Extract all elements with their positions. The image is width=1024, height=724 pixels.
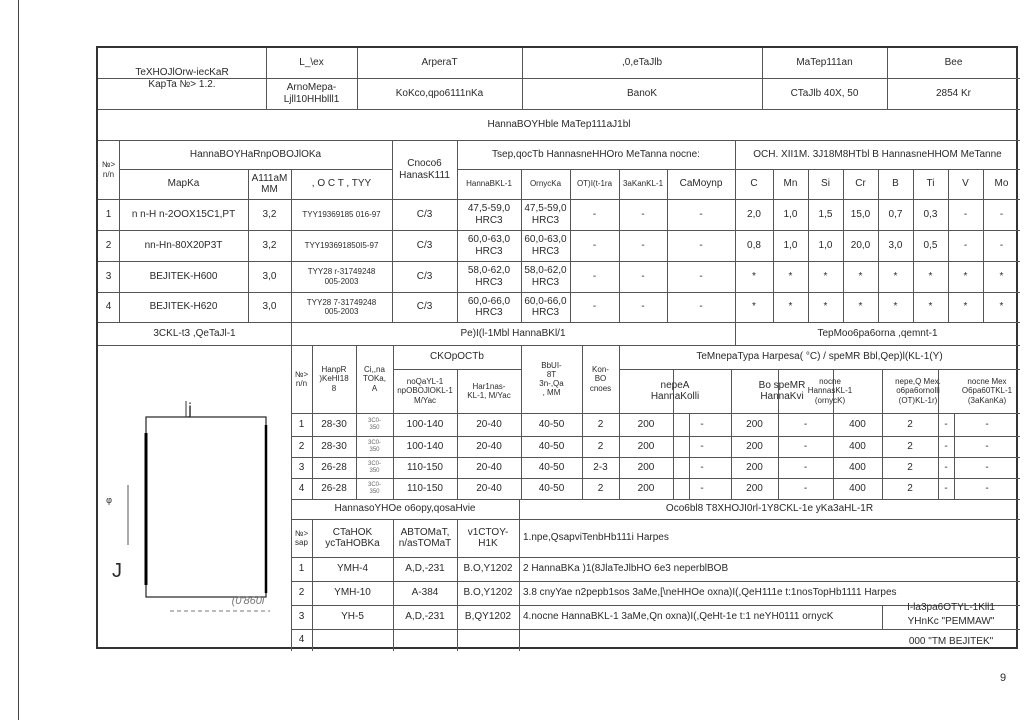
modes-row-speed: 20-40 xyxy=(476,461,502,473)
detail-label: L_\ex xyxy=(299,57,324,69)
surfacing-row-chem: * xyxy=(999,301,1004,313)
thermal-temp-group: TeMnepaTypa Harpesa( °C) / speMR Bbl,Qep)l(KL-1(Y) xyxy=(696,351,943,363)
modes-speed-group: CKOpOCTb xyxy=(430,351,484,363)
surfacing-row-harden: - xyxy=(641,301,645,313)
surfacing-row-weld: 60,0-63,0 HRC3 xyxy=(467,234,511,257)
modes-row-feed: 100-140 xyxy=(406,418,444,430)
equipment-col-source: v1CTOY- H1K xyxy=(467,526,509,549)
surfacing-row-method: C/3 xyxy=(416,208,433,220)
col-after-anneal-header: OrnycKa xyxy=(529,179,562,189)
element-header-si: Si xyxy=(821,178,830,190)
surfacing-row-temper: - xyxy=(592,270,597,282)
technology-card-sheet xyxy=(96,46,1018,649)
surfacing-row-chem: * xyxy=(893,270,898,282)
material-group-header: HannaBOYHaRnpOBOJlOKa xyxy=(189,148,322,160)
surfacing-row-method: C/3 xyxy=(416,239,433,251)
modes-row-speed: 20-40 xyxy=(476,482,502,494)
equipment-label: ,0,eTaJlb xyxy=(621,57,663,69)
thermal-col-after: nocne HannasKL-1 (ornycK) xyxy=(807,377,853,405)
modes-col-weld-speed: Har1nas- KL-1, M/Yac xyxy=(467,381,511,400)
col-after-temper-header: OT)I(t-1ra xyxy=(576,179,613,189)
modes-row-speed: 20-40 xyxy=(476,440,502,452)
developer-label: I-la3pa6OTYL-1Kll1 xyxy=(907,602,995,614)
surfacing-row-self: - xyxy=(699,208,703,220)
surfacing-row-chem: 20,0 xyxy=(850,239,871,251)
sketch-label-bottom: (0'860l xyxy=(231,594,265,607)
equipment-row-unit: YH-5 xyxy=(341,611,364,623)
surfacing-row-self: - xyxy=(699,239,703,251)
thermal-row-after: 400 xyxy=(849,440,866,452)
modes-row-voltage: 26-28 xyxy=(321,482,347,494)
unit-value: KoKco,qpo6111nKa xyxy=(395,87,484,99)
notes-section-title: Oco6bl8 T8XHOJI0rl-1Y8CKL-1e yKa3aHL-1R xyxy=(665,503,874,515)
col-gost-header: , O C T , TYY xyxy=(311,178,372,190)
surfacing-row-chem: 1,5 xyxy=(818,208,833,220)
equipment-row-auto xyxy=(393,629,457,651)
modes-row-amp: 3C0- 350 xyxy=(367,439,381,453)
surfacing-row-chem: * xyxy=(823,301,828,313)
element-header-mn: Mn xyxy=(783,178,798,190)
surfacing-row-chem: 3,0 xyxy=(888,239,903,251)
equipment-value: BanoK xyxy=(626,87,658,99)
surfacing-row-chem: * xyxy=(752,301,756,313)
col-self-header: CaMoynp xyxy=(679,178,723,190)
thermal-row-during-time: - xyxy=(803,461,808,473)
surfacing-row-anneal: 58,0-62,0 HRC3 xyxy=(524,265,567,288)
surfacing-row-chem: * xyxy=(858,270,863,282)
equipment-row-num: 2 xyxy=(298,587,305,599)
surfacing-row-brand: BEJITEK-H620 xyxy=(149,301,218,313)
thermal-row-after-time: 2 xyxy=(907,418,913,430)
surfacing-row-num: 4 xyxy=(105,301,112,313)
weight-value: 2854 Kr xyxy=(935,87,972,99)
thermal-row-after-time: 2 xyxy=(907,482,913,494)
page-number: 9 xyxy=(1000,672,1007,684)
thermal-row-preheat: 200 xyxy=(637,482,655,494)
modes-row-feed: 100-140 xyxy=(406,440,444,452)
surfacing-row-brand: BEJITEK-H600 xyxy=(149,270,218,282)
modes-row-num: 2 xyxy=(298,440,305,452)
surfacing-row-temper: - xyxy=(592,208,597,220)
surfacing-row-chem: - xyxy=(963,208,968,220)
thermal-row-after-mech: - xyxy=(985,461,989,473)
element-header-c: C xyxy=(750,178,758,190)
margin-line xyxy=(18,0,19,720)
surfacing-row-chem: 0,5 xyxy=(923,239,938,251)
equipment-section-title: HannasoYHOe o6opy,qosaHvie xyxy=(334,503,476,515)
thermal-row-during: 200 xyxy=(746,440,763,452)
modes-row-feed: 110-150 xyxy=(407,461,443,473)
surfacing-row-gost: TYY193691850I5-97 xyxy=(304,240,379,250)
thermal-row-after-time: 2 xyxy=(907,440,913,452)
modes-col-voltage: HanpR )KeHI18 8 xyxy=(319,365,349,393)
surfacing-row-chem: 0,3 xyxy=(923,208,938,220)
surfacing-row-chem: * xyxy=(788,301,793,313)
element-header-ti: Ti xyxy=(926,178,935,190)
thermal-row-preheat-time: - xyxy=(700,461,704,473)
surfacing-row-anneal: 47,5-59,0 HRC3 xyxy=(524,203,567,226)
equipment-row-source: B,QY1202 xyxy=(464,611,512,623)
note-item: 4.nocne HannaBKL-1 3aMe,Qn oxna)I(,QeHt-1e t:1 neYH0111 ornycK xyxy=(523,611,834,623)
card-title: TeXHOJlOrw-iecKaR KapTa №> 1.2. xyxy=(135,67,229,90)
detail-value: ArnoMepa- Ljll10HHblll1 xyxy=(283,82,340,105)
hardness-group-header: Tsep,qocTb HannasneHHOro MeTanna nocne: xyxy=(492,148,700,160)
modes-row-stick: 40-50 xyxy=(538,482,565,494)
equipment-row-source xyxy=(457,629,519,651)
sketch-section-title: 3CKL-t3 ,QeTaJl-1 xyxy=(153,327,236,339)
surfacing-row-chem: * xyxy=(963,301,968,313)
thermal-row-during: 200 xyxy=(746,461,763,473)
modes-col-feed: noQaYL-1 npOBOJlOKL-1 M/Yac xyxy=(397,377,453,405)
equipment-row-unit xyxy=(312,629,393,651)
surfacing-row-temper: - xyxy=(592,301,597,313)
surfacing-row-chem: * xyxy=(928,301,933,313)
thermal-row-preheat-time: - xyxy=(700,418,704,430)
thermal-row-after-mech: - xyxy=(985,482,989,494)
thermal-row-before-mech: - xyxy=(944,461,948,473)
surfacing-row-chem: * xyxy=(999,270,1004,282)
surfacing-row-num: 2 xyxy=(105,239,112,251)
surfacing-row-chem: 1,0 xyxy=(783,239,798,251)
modes-row-stick: 40-50 xyxy=(538,440,565,452)
modes-row-voltage: 26-28 xyxy=(321,461,347,473)
surfacing-row-gost: TYY19369185 016-97 xyxy=(302,209,381,219)
surfacing-row-chem: * xyxy=(893,301,898,313)
surfacing-row-temper: - xyxy=(592,239,597,251)
modes-col-stick: BbUI- 8T 3n-,Qa , MM xyxy=(539,360,564,398)
col-after-harden-header: 3aKanKL-1 xyxy=(622,179,664,189)
surfacing-row-gost: TYY28 r-31749248 005-2003 xyxy=(307,267,376,286)
element-header-b: B xyxy=(892,178,899,190)
modes-col-num: №> n/n xyxy=(294,369,309,388)
surfacing-row-diam: 3,2 xyxy=(262,239,277,251)
thermal-row-during-time: - xyxy=(803,482,808,494)
surfacing-row-num: 1 xyxy=(105,208,112,220)
surfacing-row-chem: - xyxy=(999,239,1004,251)
element-header-cr: Cr xyxy=(855,178,866,190)
surfacing-row-gost: TYY28 7-31749248 005-2003 xyxy=(306,297,377,316)
surfacing-row-chem: * xyxy=(788,270,793,282)
thermal-row-before-mech: - xyxy=(944,440,948,452)
surfacing-row-weld: 58,0-62,0 HRC3 xyxy=(467,265,511,288)
sketch-label-axis: φ xyxy=(106,494,112,505)
equipment-row-num: 4 xyxy=(298,634,305,646)
thermal-section-title: TepMoo6pa6orna ,qemnt-1 xyxy=(817,327,938,339)
equipment-row-source: B.O,Y1202 xyxy=(463,563,513,575)
surfacing-row-anneal: 60,0-63,0 HRC3 xyxy=(524,234,567,257)
surfacing-row-harden: - xyxy=(641,270,645,282)
surfacing-row-chem: 0,8 xyxy=(747,239,761,251)
material-label: MaTep111an xyxy=(796,57,853,69)
thermal-row-after: 400 xyxy=(849,418,866,430)
thermal-row-preheat: 200 xyxy=(637,440,655,452)
note-item: 2 HannaBKa )1(8JlaTeJlbHO 6e3 neperblBOB xyxy=(523,563,729,575)
modes-row-num: 3 xyxy=(298,461,305,473)
col-brand-header: MapKa xyxy=(167,178,200,190)
surfacing-row-diam: 3,0 xyxy=(262,301,277,313)
surfacing-row-method: C/3 xyxy=(416,301,433,313)
thermal-col-after-mech: nocne Mex O6pa60TKL-1 (3aKanKa) xyxy=(961,377,1013,405)
thermal-row-before-mech: - xyxy=(944,482,948,494)
surfacing-row-chem: * xyxy=(963,270,968,282)
equipment-col-unit: CTaHOK ycTaHOBKa xyxy=(325,526,380,549)
surfacing-row-chem: 1,0 xyxy=(818,239,833,251)
element-header-mo: Mo xyxy=(994,178,1009,190)
col-method-header: Cnoco6 HanasK111 xyxy=(399,158,450,181)
surfacing-row-harden: - xyxy=(641,208,645,220)
surfacing-row-chem: - xyxy=(963,239,968,251)
weight-label: Bee xyxy=(944,57,963,69)
element-header-v: V xyxy=(962,178,969,190)
thermal-row-after: 400 xyxy=(849,482,866,494)
modes-col-amp: Ci,,na TOKa, A xyxy=(363,365,386,393)
surfacing-row-diam: 3,0 xyxy=(262,270,277,282)
modes-section-title: Pe)I(l-1Mbl HannaBKl/1 xyxy=(460,327,566,339)
unit-label: ArperaT xyxy=(421,57,458,69)
sketch-label-side: J xyxy=(112,559,122,582)
modes-row-stick: 40-50 xyxy=(538,461,565,473)
thermal-col-preheat: nepeA HannaKolli xyxy=(650,379,700,402)
modes-row-speed: 20-40 xyxy=(476,418,502,430)
surfacing-row-chem: 0,7 xyxy=(888,208,903,220)
developer-line1: YHnKc "PEMMAW" xyxy=(907,615,995,627)
thermal-row-after: 400 xyxy=(849,461,866,473)
thermal-col-before-mech: nepe,Q Mex. o6pa6ornolli (OT)KL-1r) xyxy=(895,377,941,405)
equipment-row-unit: YMH-4 xyxy=(336,563,369,575)
surfacing-row-chem: 15,0 xyxy=(850,208,871,220)
modes-row-layers: 2 xyxy=(597,418,604,430)
modes-row-amp: 3C0- 350 xyxy=(367,460,381,474)
equipment-row-auto: A,D,-231 xyxy=(405,563,445,575)
sketch-label-top: j xyxy=(188,400,192,418)
thermal-row-during: 200 xyxy=(746,418,763,430)
modes-row-voltage: 28-30 xyxy=(321,418,347,430)
surfacing-row-chem: - xyxy=(999,208,1004,220)
modes-row-layers: 2 xyxy=(597,482,604,494)
note-item: 1.npe,QsapviTenbHb111i Harpes xyxy=(523,532,669,544)
equipment-row-source: B.O,Y1202 xyxy=(463,587,513,599)
col-diam-header: A111aM MM xyxy=(251,172,288,195)
equipment-row-auto: A-384 xyxy=(411,587,439,599)
modes-row-layers: 2-3 xyxy=(593,461,608,473)
surfacing-row-self: - xyxy=(699,270,703,282)
developer-line2: 000 "TM BEJITEK" xyxy=(908,635,994,647)
chem-group-header: OCH. XII1M. 3J18M8HTbl B HannasneHHOM MeTanne xyxy=(753,148,1002,160)
modes-row-layers: 2 xyxy=(597,440,604,452)
equipment-row-unit: YMH-10 xyxy=(334,587,371,599)
surfacing-row-chem: 1,0 xyxy=(783,208,798,220)
equipment-row-auto: A,D,-231 xyxy=(405,611,445,623)
thermal-row-during-time: - xyxy=(803,418,808,430)
surfacing-row-self: - xyxy=(699,301,703,313)
col-after-weld-header: HannaBKL-1 xyxy=(466,179,512,189)
equipment-col-num: №> sap xyxy=(294,528,309,547)
detail-body-outline xyxy=(146,417,266,597)
surfacing-row-brand: nn-Hn-80X20P3T xyxy=(144,239,223,251)
thermal-row-preheat: 200 xyxy=(637,461,655,473)
thermal-row-preheat: 200 xyxy=(637,418,655,430)
thermal-row-after-time: 2 xyxy=(907,461,913,473)
surfacing-row-weld: 60,0-66,0 HRC3 xyxy=(467,295,511,318)
surfacing-row-weld: 47,5-59,0 HRC3 xyxy=(467,203,511,226)
surfacing-row-method: C/3 xyxy=(416,270,433,282)
surfacing-row-chem: 2,0 xyxy=(747,208,761,220)
modes-row-num: 1 xyxy=(298,418,305,430)
surfacing-row-anneal: 60,0-66,0 HRC3 xyxy=(524,295,567,318)
surfacing-row-brand: n n-H n-2OOX15C1,PT xyxy=(131,208,236,220)
col-num-header: №> n/n xyxy=(101,160,116,179)
modes-row-num: 4 xyxy=(298,482,305,494)
surfacing-row-chem: * xyxy=(858,301,863,313)
thermal-row-during: 200 xyxy=(746,482,763,494)
thermal-row-preheat-time: - xyxy=(700,482,704,494)
modes-row-voltage: 28-30 xyxy=(321,440,347,452)
equipment-row-num: 3 xyxy=(298,611,305,623)
thermal-row-preheat-time: - xyxy=(700,440,704,452)
material-value: CTaJlb 40X, 50 xyxy=(790,87,859,99)
surfacing-row-chem: * xyxy=(752,270,756,282)
equipment-row-num: 1 xyxy=(298,563,305,575)
modes-row-feed: 110-150 xyxy=(407,482,443,494)
surfacing-row-harden: - xyxy=(641,239,645,251)
thermal-col-during: Bo speMR HannaKvi xyxy=(758,379,806,402)
thermal-row-after-mech: - xyxy=(985,440,989,452)
thermal-row-after-mech: - xyxy=(985,418,989,430)
modes-row-amp: 3C0- 350 xyxy=(367,481,381,495)
modes-row-amp: 3C0- 350 xyxy=(367,417,381,431)
surfacing-row-num: 3 xyxy=(105,270,112,282)
surfacing-section-title: HannaBOYHble MaTep111aJ1bl xyxy=(487,118,631,130)
modes-row-stick: 40-50 xyxy=(538,418,565,430)
equipment-col-auto: ABTOMaT, n/asTOMaT xyxy=(398,526,452,549)
thermal-row-during-time: - xyxy=(803,440,808,452)
modes-col-layers: Kon- BO cnoes xyxy=(589,365,612,393)
thermal-row-before-mech: - xyxy=(944,418,948,430)
surfacing-row-chem: * xyxy=(823,270,828,282)
surfacing-row-chem: * xyxy=(928,270,933,282)
note-item: 3.8 cnyYae n2pepb1sos 3aMe,[\neHHOe oxna)I(,QeH111e t:1nosTopHb1111 Harpes xyxy=(523,587,897,599)
surfacing-row-diam: 3,2 xyxy=(262,208,277,220)
